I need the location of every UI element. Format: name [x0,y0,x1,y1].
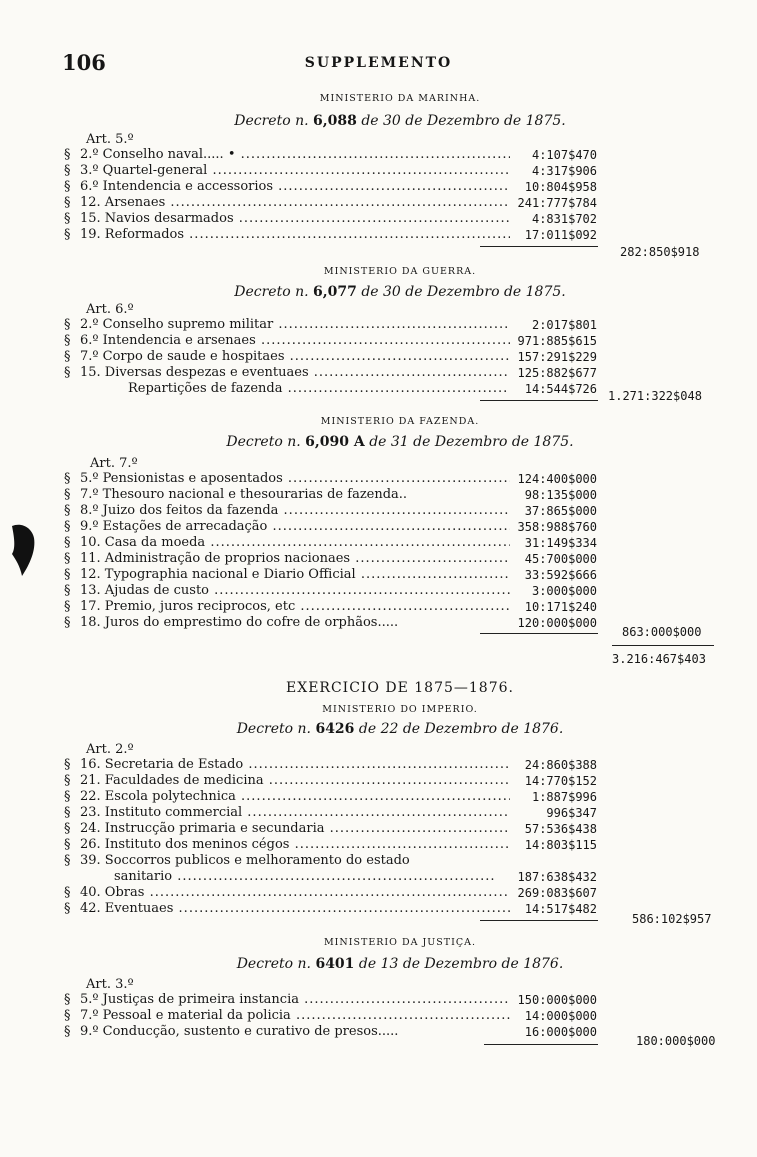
decree-line: Decreto n. 6426 de 22 de Dezembro de 1876. [236,721,564,737]
decree-line: Decreto n. 6401 de 13 de Dezembro de 1876. [236,956,564,972]
appropriation-item: § 6.º Intendencia e arsenaes ..... 971:885$615 [64,333,597,349]
appropriation-item: § 11. Administração de proprios nacionaes ..... 45:700$000 [64,551,597,567]
appropriation-item: § 39. Soccorros publicos e melhoramento do estado [64,853,410,868]
appropriation-item: § 40. Obras ..... 269:083$607 [64,885,597,901]
sum-rule [480,633,598,634]
exercicio-heading: EXERCICIO DE 1875—1876. [286,680,514,696]
appropriation-item: § 9.º Estações de arrecadação ..... 358:988$760 [64,519,597,535]
appropriation-item: § 16. Secretaria de Estado ..... 24:860$388 [64,757,597,773]
appropriation-item: § 2.º Conselho supremo militar ..... 2:017$801 [64,317,597,333]
section-total: 180:000$000 [636,1034,716,1048]
article-label: Art. 5.º [86,132,134,147]
appropriation-item: § 2.º Conselho naval..... • ..... 4:107$470 [64,147,597,163]
appropriation-item: § 6.º Intendencia e accessorios ..... 10:804$958 [64,179,597,195]
appropriation-item: § 15. Diversas despezas e eventuaes ..... 125:882$677 [64,365,597,381]
grand-total-rule [612,645,714,646]
appropriation-item: § 42. Eventuaes ..... 14:517$482 [64,901,597,917]
appropriation-item: § 9.º Conducção, sustento e curativo de presos..... 16:000$000 [64,1024,597,1039]
appropriation-item: § 13. Ajudas de custo ..... 3:000$000 [64,583,597,599]
appropriation-item: § 3.º Quartel-general ..... 4:317$906 [64,163,597,179]
ministry-heading: MINISTERIO DA FAZENDA. [320,416,480,427]
ink-blot-mark [8,520,38,580]
ministry-heading: MINISTERIO DA GUERRA. [323,266,477,277]
decree-line: Decreto n. 6,077 de 30 de Dezembro de 1875. [234,284,566,300]
grand-total: 3.216:467$403 [612,652,706,666]
ministry-heading: MINISTERIO DO IMPERIO. [322,704,478,715]
appropriation-item: § 23. Instituto commercial ..... 996$347 [64,805,597,821]
sum-rule [484,1044,598,1045]
appropriation-item: § 18. Juros do emprestimo do cofre de orphãos..... 120:000$000 [64,615,597,630]
appropriation-item: § 5.º Justiças de primeira instancia ..... 150:000$000 [64,992,597,1008]
appropriation-item: § 15. Navios desarmados ..... 4:831$702 [64,211,597,227]
article-label: Art. 3.º [86,977,134,992]
ministry-heading: MINISTERIO DA JUSTIÇA. [323,937,477,948]
appropriation-item: § 19. Reformados ..... 17:011$092 [64,227,597,243]
appropriation-item: § 24. Instrucção primaria e secundaria ..... 57:536$438 [64,821,597,837]
appropriation-item: § 12. Arsenaes ..... 241:777$784 [64,195,597,211]
appropriation-item: § 12. Typographia nacional e Diario Official ..... 33:592$666 [64,567,597,583]
appropriation-item: § 7.º Thesouro nacional e thesourarias de fazenda.. 98:135$000 [64,487,597,502]
appropriation-item: § 22. Escola polytechnica ..... 1:887$996 [64,789,597,805]
appropriation-item: § 7.º Corpo de saude e hospitaes ..... 157:291$229 [64,349,597,365]
appropriation-item: § 7.º Pessoal e material da policia ..... 14:000$000 [64,1008,597,1024]
running-head: SUPPLEMENTO [304,55,453,71]
section-total: 282:850$918 [620,245,700,259]
page-number: 106 [62,50,106,75]
appropriation-item: Repartições de fazenda ..... 14:544$726 [64,381,597,397]
sum-rule [480,246,598,247]
decree-line: Decreto n. 6,088 de 30 de Dezembro de 1875. [234,113,566,129]
section-total: 863:000$000 [622,625,702,639]
appropriation-item: sanitario ..... 187:638$432 [64,869,597,885]
appropriation-item: § 21. Faculdades de medicina ..... 14:770$152 [64,773,597,789]
article-label: Art. 2.º [86,742,134,757]
section-total: 586:102$957 [632,912,712,926]
appropriation-item: § 17. Premio, juros reciprocos, etc ..... 10:171$240 [64,599,597,615]
appropriation-item: § 10. Casa da moeda ..... 31:149$334 [64,535,597,551]
article-label: Art. 7.º [90,456,138,471]
appropriation-item: § 26. Instituto dos meninos cégos ..... 14:803$115 [64,837,597,853]
appropriation-item: § 5.º Pensionistas e aposentados ..... 124:400$000 [64,471,597,487]
article-label: Art. 6.º [86,302,134,317]
ministry-heading: MINISTERIO DA MARINHA. [319,93,481,104]
sum-rule [480,400,598,401]
appropriation-item: § 8.º Juizo dos feitos da fazenda ..... 37:865$000 [64,503,597,519]
decree-line: Decreto n. 6,090 A de 31 de Dezembro de 1875. [226,434,574,450]
section-total: 1.271:322$048 [608,389,702,403]
sum-rule [480,920,598,921]
